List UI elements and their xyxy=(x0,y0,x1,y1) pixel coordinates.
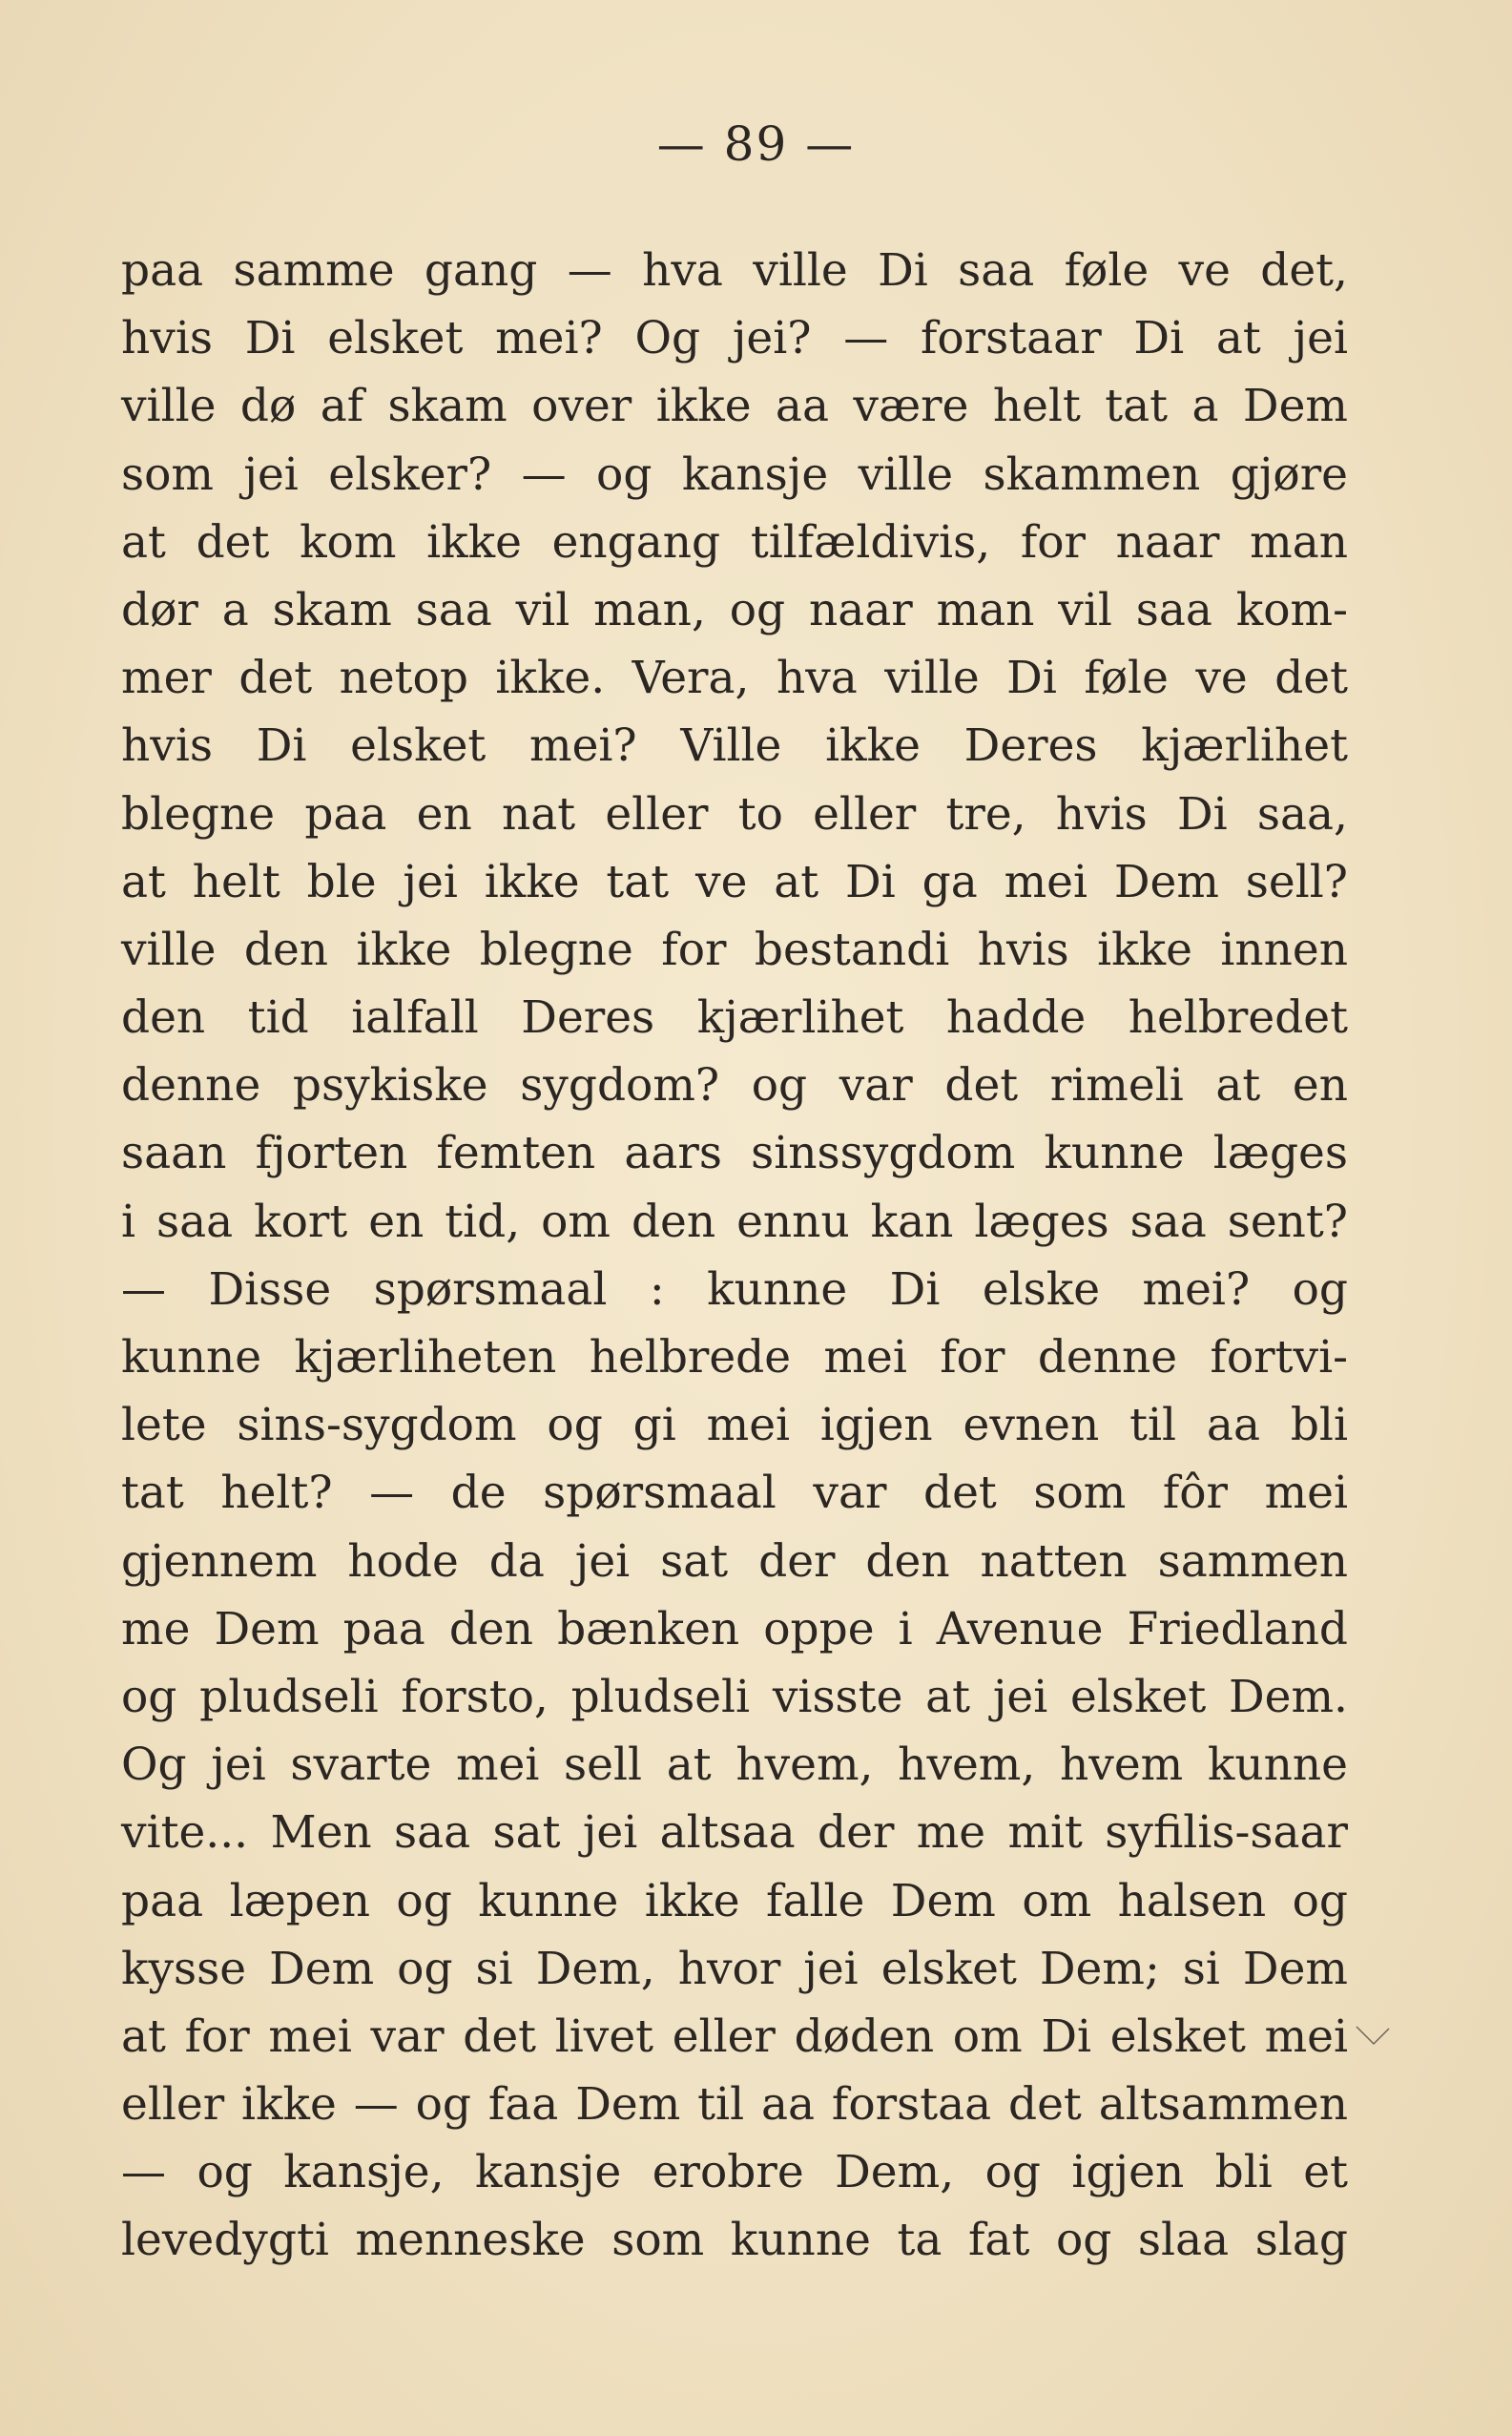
text-line: Og jei svarte mei sell at hvem, hvem, hvem kunne xyxy=(121,1739,1348,1792)
text-line: vite... Men saa sat jei altsaa der me mit syfilis-saar xyxy=(121,1806,1348,1860)
text-line: at helt ble jei ikke tat ve at Di ga mei Dem sell? xyxy=(121,855,1348,908)
text-line: mer det netop ikke. Vera, hva ville Di føle ve det xyxy=(121,652,1348,705)
text-line: tat helt? — de spørsmaal var det som fôr mei xyxy=(121,1467,1348,1520)
text-line: saan fjorten femten aars sinssygdom kunne læges xyxy=(121,1127,1348,1180)
text-line: at det kom ikke engang tilfældivis, for naar man xyxy=(121,515,1348,569)
text-line: paa læpen og kunne ikke falle Dem om halsen og xyxy=(121,1874,1348,1927)
text-line: blegne paa en nat eller to eller tre, hvis Di saa, xyxy=(121,787,1348,841)
text-line: — Disse spørsmaal : kunne Di elske mei? og xyxy=(121,1262,1348,1316)
text-line: me Dem paa den bænken oppe i Avenue Friedland xyxy=(121,1602,1348,1655)
pencil-mark-icon xyxy=(1355,2023,1393,2051)
text-line: som jei elsker? — og kansje ville skammen gjøre xyxy=(121,448,1348,501)
text-line: lete sins-sygdom og gi mei igjen evnen til aa bli xyxy=(121,1399,1348,1452)
text-line: levedygti menneske som kunne ta fat og slaa slag xyxy=(121,2214,1348,2267)
text-line: i saa kort en tid, om den ennu kan læges saa sent? xyxy=(121,1195,1348,1248)
body-text xyxy=(121,237,1348,2275)
page-number: — 89 — xyxy=(656,116,856,172)
text-line: hvis Di elsket mei? Ville ikke Deres kjærlihet xyxy=(121,719,1348,773)
text-line: kunne kjærliheten helbrede mei for denne fortvi- xyxy=(121,1331,1348,1384)
text-line: at for mei var det livet eller døden om Di elsket mei xyxy=(121,2009,1348,2063)
text-line: — og kansje, kansje erobre Dem, og igjen bli et xyxy=(121,2146,1348,2199)
text-line: gjennem hode da jei sat der den natten sammen xyxy=(121,1534,1348,1588)
text-line: denne psykiske sygdom? og var det rimeli at en xyxy=(121,1059,1348,1113)
text-line: dør a skam saa vil man, og naar man vil saa kom- xyxy=(121,583,1348,636)
text-line: hvis Di elsket mei? Og jei? — forstaar Di at jei xyxy=(121,312,1348,365)
text-line: kysse Dem og si Dem, hvor jei elsket Dem; si Dem xyxy=(121,1942,1348,1995)
text-line: og pludseli forsto, pludseli visste at jei elsket Dem. xyxy=(121,1670,1348,1723)
text-line: ville dø af skam over ikke aa være helt tat a Dem xyxy=(121,380,1348,433)
text-line: ville den ikke blegne for bestandi hvis ikke innen xyxy=(121,923,1348,976)
text-line: eller ikke — og faa Dem til aa forstaa det altsammen xyxy=(121,2078,1348,2132)
text-line: den tid ialfall Deres kjærlihet hadde helbredet xyxy=(121,991,1348,1045)
text-line: paa samme gang — hva ville Di saa føle ve det, xyxy=(121,244,1348,297)
